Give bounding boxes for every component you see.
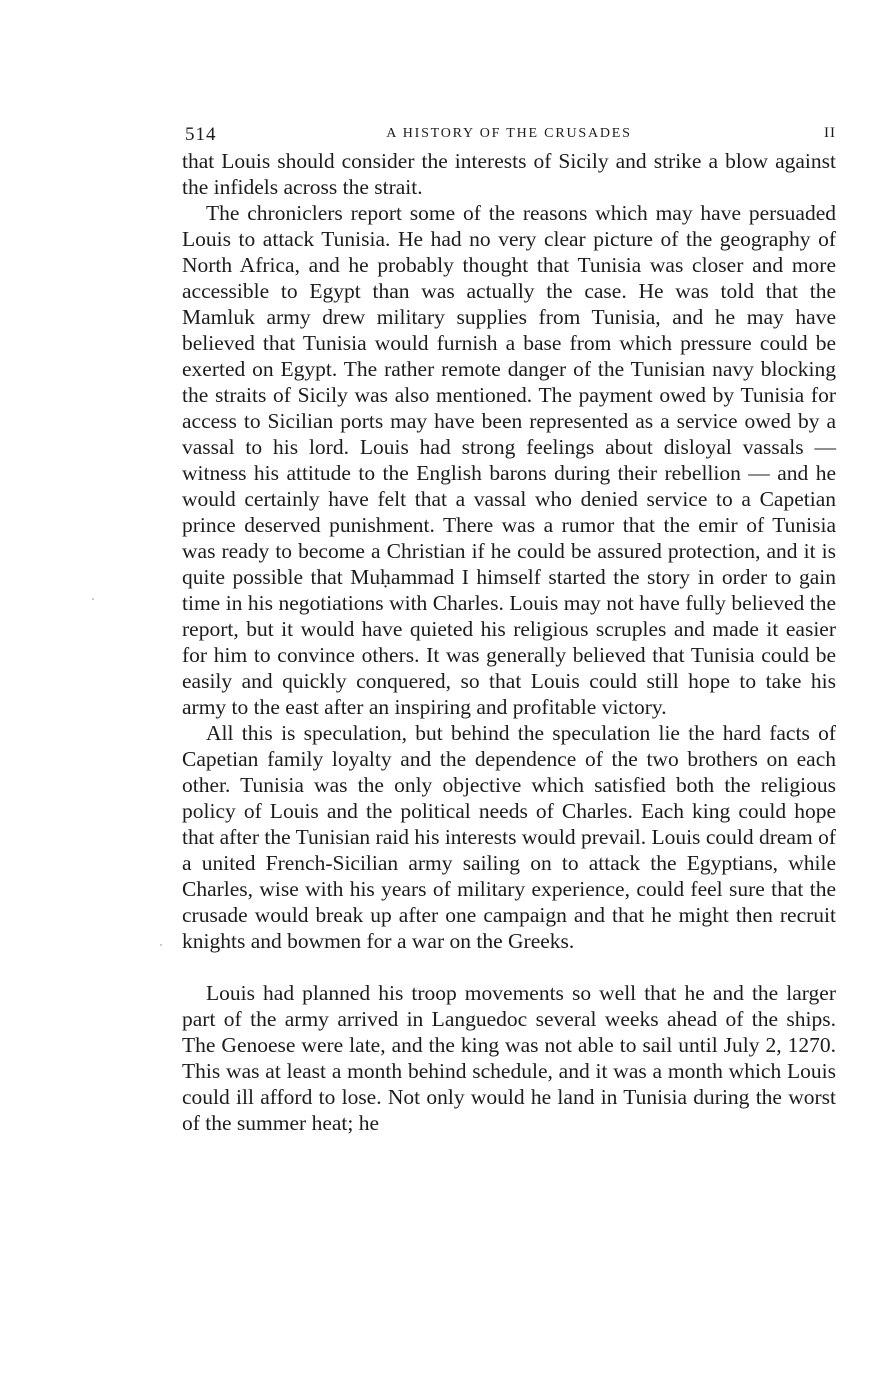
book-page [182,120,836,1136]
paragraph-continued: that Louis should consider the interests of Sicily and strike a blow against the infidels across the strait. [182,149,836,199]
page-number: 514 [185,124,217,145]
paper-speck [92,598,94,600]
running-title: A HISTORY OF THE CRUSADES [386,126,632,141]
paragraph-troop-movements: Louis had planned his troop movements so well that he and the larger part of the army arrived in Languedoc several weeks ahead of the ships. The Genoese were late, and the king was not able to sail until July 2, 1270. This was at least a month behind schedule, and it was a month which Louis could ill afford to lose. Not only would he land in Tunisia during the worst of the summer heat; he [182,981,836,1135]
volume-number: II [824,125,836,141]
paper-speck [160,944,162,946]
paragraph-reasons: The chroniclers report some of the reasons which may have persuaded Louis to attack Tunisia. He had no very clear picture of the geography of North Africa, and he probably thought that Tunisia was closer and more accessible to Egypt than was actually the case. He was told that the Mamluk army drew military supplies from Tunisia, and he may have believed that Tunisia would furnish a base from which pressure could be exerted on Egypt. The rather remote danger of the Tunisian navy blocking the straits of Sicily was also mentioned. The payment owed by Tunisia for access to Sicilian ports may have been represented as a service owed by a vassal to his lord. Louis had strong feelings about disloyal vassals — witness his attitude to the English barons during their rebellion — and he would certainly have felt that a vassal who denied service to a Capetian prince deserved punishment. There was a rumor that the emir of Tunisia was ready to become a Christian if he could be assured protection, and it is quite possible that Muḥammad I himself started the story in order to gain time in his negotiations with Charles. Louis may not have fully believed the report, but it would have quieted his religious scruples and made it easier for him to convince others. It was generally believed that Tunisia could be easily and quickly conquered, so that Louis could still hope to take his army to the east after an inspiring and profitable victory. [182,201,836,719]
running-head [182,120,836,148]
paragraph-speculation: All this is speculation, but behind the speculation lie the hard facts of Capetian family loyalty and the dependence of the two brothers on each other. Tunisia was the only objective which satisfied both the religious policy of Louis and the political needs of Charles. Each king could hope that after the Tunisian raid his interests would prevail. Louis could dream of a united French-Sicilian army sailing on to attack the Egyptians, while Charles, wise with his years of military experience, could feel sure that the crusade would break up after one campaign and that he might then recruit knights and bowmen for a war on the Greeks. [182,721,836,953]
section-break [182,954,836,980]
